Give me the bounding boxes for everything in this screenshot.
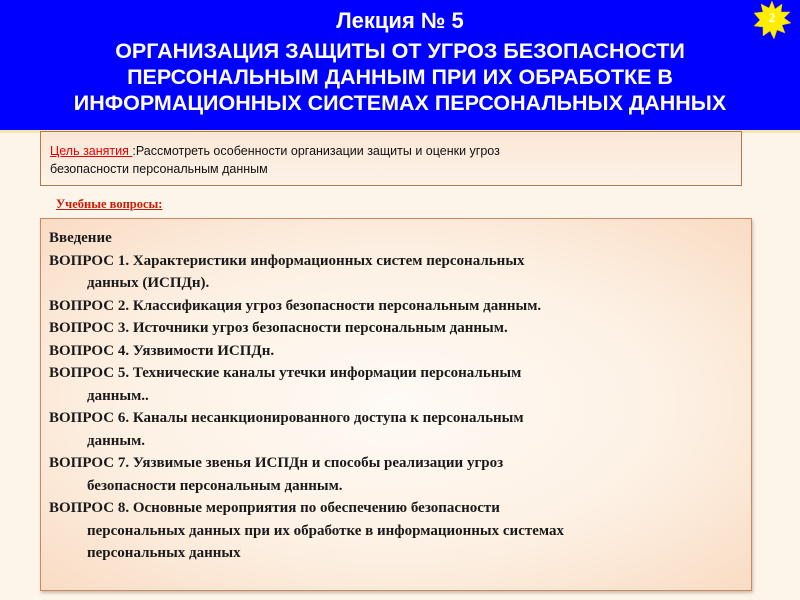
- goal-line-1: [50, 142, 731, 160]
- goal-separator: :: [132, 144, 136, 158]
- slide-number-badge: [752, 0, 792, 40]
- questions-label: Учебные вопросы:: [56, 197, 163, 211]
- slide-header: [0, 0, 800, 133]
- lesson-goal-box: [40, 131, 742, 186]
- list-item-continuation: персональных данных при их обработке в информационных системах: [87, 522, 564, 539]
- list-item-continuation: данных (ИСПДн).: [87, 275, 210, 291]
- list-item: ВОПРОС 1. Характеристики информационных систем персональных: [49, 252, 525, 269]
- slide-title: [0, 38, 800, 116]
- list-item-continuation: данным.: [87, 432, 146, 449]
- list-item: ВОПРОС 4. Уязвимости ИСПДн.: [49, 342, 275, 359]
- list-item: ВОПРОС 7. Уязвимые звенья ИСПДн и способы реализации угроз: [49, 455, 504, 471]
- list-item: ВОПРОС 3. Источники угроз безопасности персональным данным.: [49, 320, 508, 336]
- list-item-continuation: данным..: [87, 387, 149, 404]
- list-item: ВОПРОС 6. Каналы несанкционированного доступа к персональным: [49, 410, 524, 426]
- goal-text-1: Рассмотреть особенности организации защиты и оценки угроз: [135, 144, 500, 158]
- title-line-3: ИНФОРМАЦИОННЫХ СИСТЕМАХ ПЕРСОНАЛЬНЫХ ДАННЫХ: [73, 91, 727, 115]
- title-line-2: ПЕРСОНАЛЬНЫМ ДАННЫМ ПРИ ИХ ОБРАБОТКЕ В: [127, 65, 673, 89]
- list-item: ВОПРОС 5. Технические каналы утечки информации персональным: [49, 365, 522, 381]
- list-item: ВОПРОС 2. Классификация угроз безопасности персональным данным.: [49, 297, 542, 314]
- list-item-continuation: персональных данных: [87, 545, 241, 561]
- slide-number: 2: [768, 10, 776, 25]
- goal-text-2: безопасности персональным данным: [50, 162, 268, 176]
- goal-label: Цель занятия: [50, 144, 133, 158]
- questions-list: [40, 218, 752, 591]
- list-item-continuation: безопасности персональным данным.: [87, 477, 343, 494]
- title-line-1: ОРГАНИЗАЦИЯ ЗАЩИТЫ ОТ УГРОЗ БЕЗОПАСНОСТИ: [115, 39, 685, 63]
- list-item: ВОПРОС 8. Основные мероприятия по обеспечению безопасности: [49, 500, 500, 516]
- list-item: Введение: [49, 230, 112, 246]
- lecture-number: Лекция № 5: [336, 8, 464, 33]
